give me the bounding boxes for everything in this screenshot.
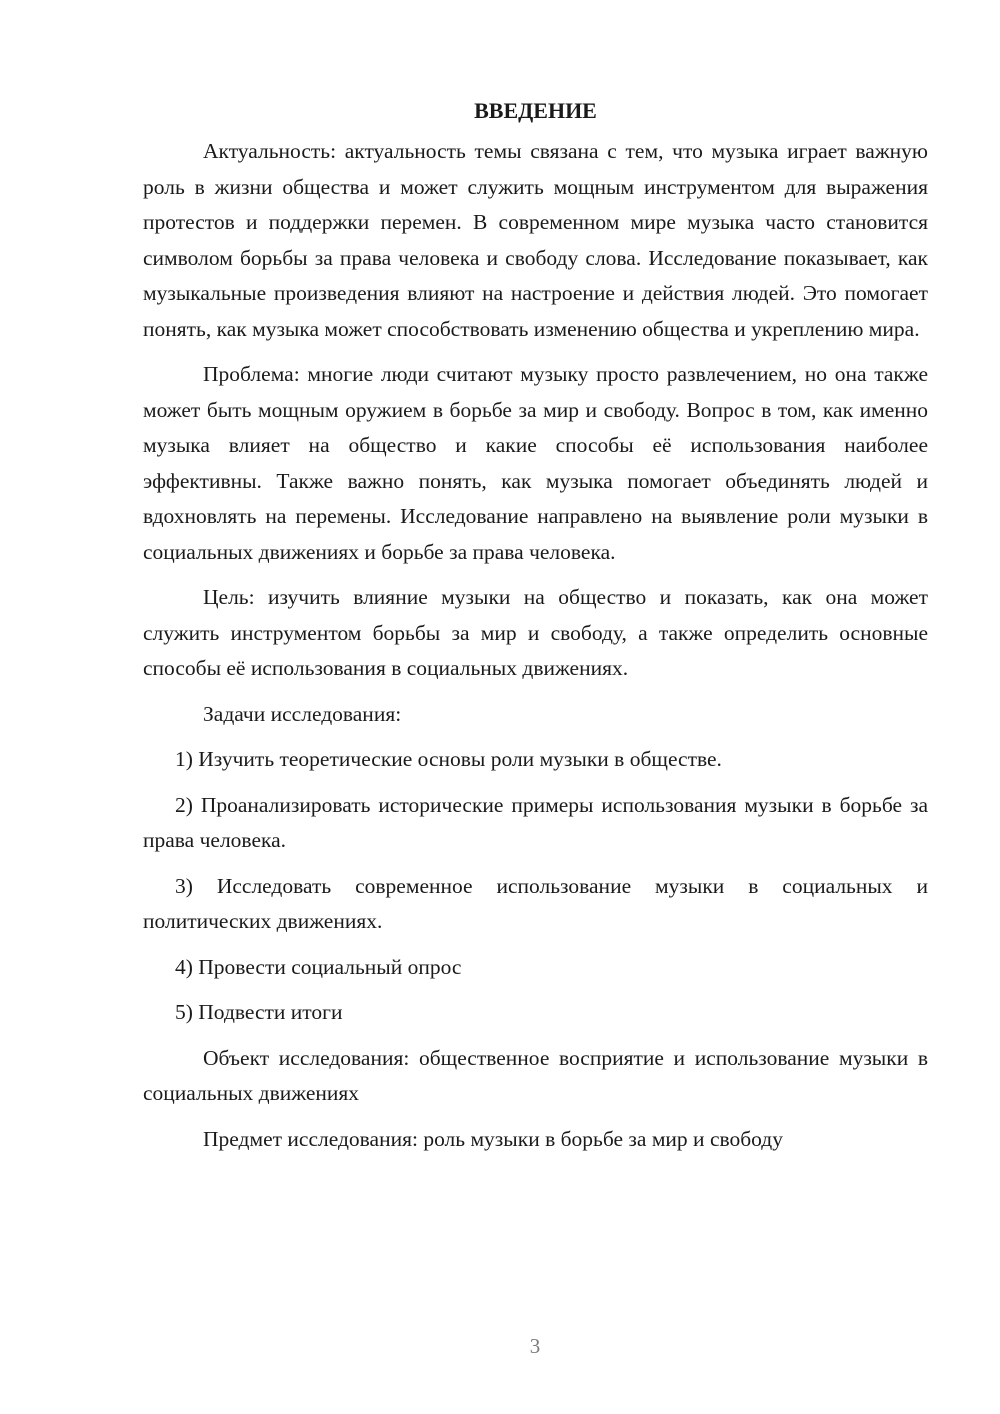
page-number: 3 bbox=[529, 1334, 541, 1358]
task-item-4: 4) Провести социальный опрос bbox=[175, 954, 462, 979]
goal-paragraph: Цель: изучить влияние музыки на общество и показать, как она может служить инструментом борьбы за мир и свободу, а также определить основные способы её использования в социальных движениях. bbox=[143, 585, 928, 680]
task-item-5: 5) Подвести итоги bbox=[175, 1000, 343, 1024]
task-item-1: 1) Изучить теоретические основы роли музыки в обществе. bbox=[175, 747, 722, 771]
subject-paragraph: Предмет исследования: роль музыки в борьбе за мир и свободу bbox=[203, 1126, 783, 1151]
problem-paragraph: Проблема: многие люди считают музыку просто развлечением, но она также может быть мощным оружием в борьбе за мир и свободу. Вопрос в том, как именно музыка влияет на общество и какие способы её использования наиболее эффективны. Также важно понять, как музыка помогает объединять людей и вдохновлять на перемены. Исследование направлено на выявление роли музыки в социальных движениях и борьбе за права человека. bbox=[143, 362, 928, 564]
task-item-2: 2) Проанализировать исторические примеры использования музыки в борьбе за права человека. bbox=[143, 792, 928, 852]
object-paragraph: Объект исследования: общественное восприятие и использование музыки в социальных движениях bbox=[143, 1045, 928, 1105]
page-title: ВВЕДЕНИЕ bbox=[474, 98, 597, 123]
relevance-paragraph: Актуальность: актуальность темы связана с тем, что музыка играет важную роль в жизни общества и может служить мощным инструментом для выражения протестов и поддержки перемен. В современном мире музыка часто становится символом борьбы за права человека и свободу слова. Исследование показывает, как музыкальные произведения влияют на настроение и действия людей. Это помогает понять, как музыка может способствовать изменению общества и укреплению мира. bbox=[143, 139, 928, 341]
document-page bbox=[143, 96, 928, 1167]
tasks-heading: Задачи исследования: bbox=[203, 701, 402, 726]
task-item-3: 3) Исследовать современное использование музыки в социальных и политических движениях. bbox=[143, 873, 928, 933]
